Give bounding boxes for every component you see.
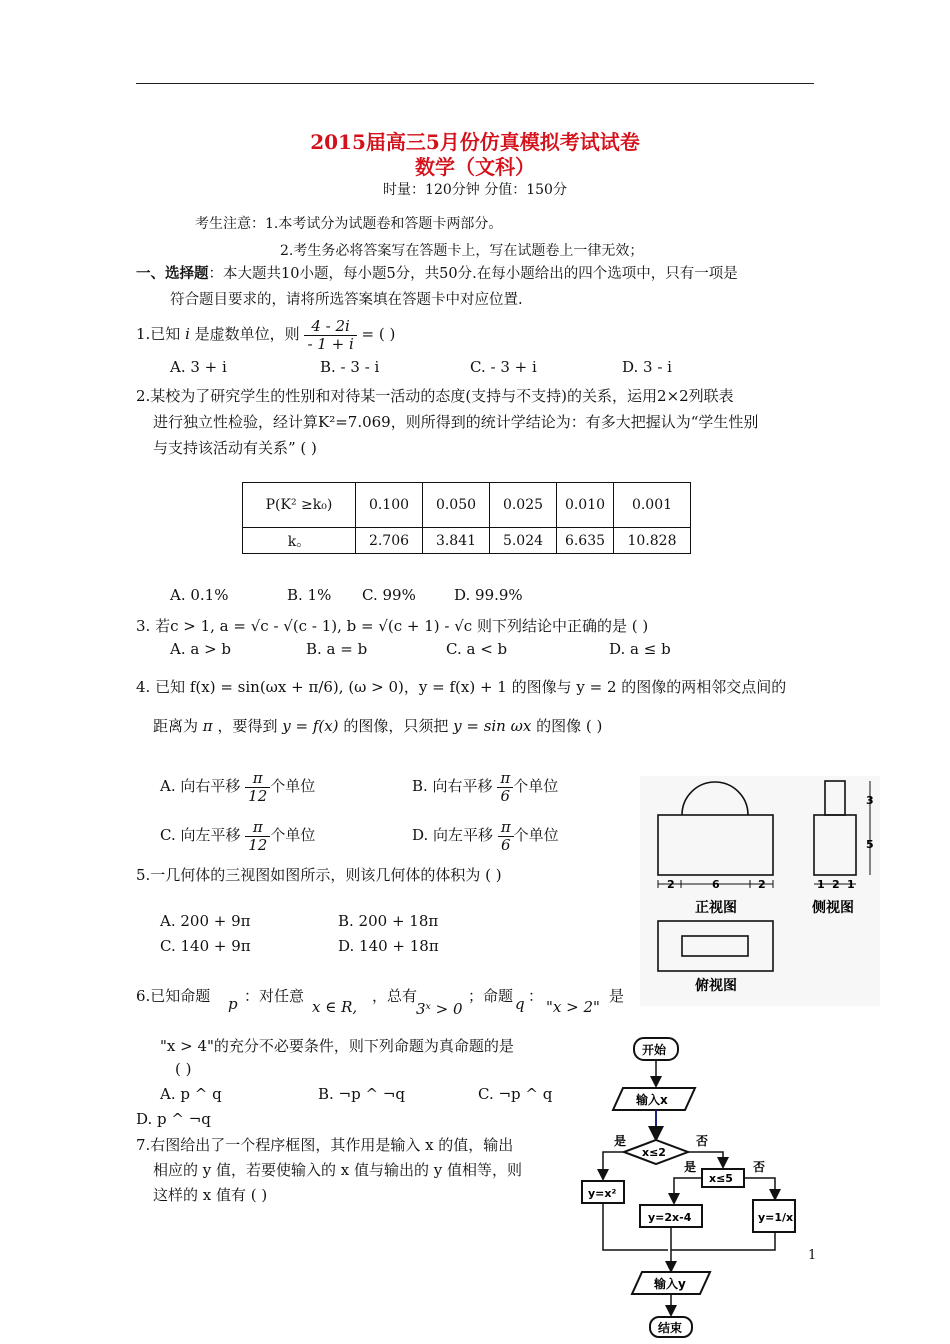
q4-line-2 [153,715,602,736]
table-cell: 3.841 [423,528,490,554]
q1-option-d: D. 3 - i [622,358,672,376]
q6-text: ，总有 [372,987,418,1005]
flow-box-1-text: y=x² [588,1187,617,1200]
table-cell: 5.024 [490,528,557,554]
q6-text: ： [528,987,544,1005]
q6-option-a: A. p ^ q [160,1085,222,1103]
q4-option-den: 12 [248,786,268,805]
q7-line-3: 这样的 x 值有 ( ) [153,1186,268,1204]
pi-symbol: π [498,819,514,837]
q6-line-3: ( ) [175,1060,192,1078]
q7-line-2: 相应的 y 值，若要使输入的 x 值与输出的 y 值相等，则 [153,1161,523,1179]
flow-arrow [603,1152,624,1178]
q4-pi: π [202,717,213,735]
q6-text: ：对任意 [244,987,305,1005]
q1-denominator: - 1 + i [307,334,354,353]
q4-option-label: B. 向右平移 [412,777,493,795]
q5-option-d: D. 140 + 18π [338,937,439,955]
q4-text: 的图像 ( ) [536,717,603,735]
q6-text: 6.已知命题 [136,987,211,1005]
q4-option-label: A. 向右平移 [160,777,241,795]
flow-cond-1-text: x≤2 [642,1146,666,1159]
three-view-figure [640,776,880,1006]
dim-label: 1 [817,878,825,891]
q6-x-gt-2: "x > 2" [546,998,600,1016]
q2-line-1: 2.某校为了研究学生的性别和对待某一活动的态度(支持与不支持)的关系，运用2×2列联表 [136,387,734,405]
note-2: 2.考生务必将答案写在答题卡上，写在试题卷上一律无效； [280,243,644,259]
q4-fx: y = f(x) [282,717,339,735]
q3-option-b: B. a = b [306,640,368,658]
q3-option-d: D. a ≤ b [609,640,671,658]
pi-symbol: π [245,770,270,788]
q1-stem: 1.已知 [136,325,181,343]
section1-intro: ：本大题共10小题，每小题5分，共50分.在每小题给出的四个选项中，只有一项是 [208,266,738,282]
table-row [243,483,691,528]
q1-i: i [180,325,195,343]
q4-sinwx: y = sin ωx [453,717,532,735]
q2-line-3: 与支持该活动有关系” ( ) [153,439,317,457]
table-cell: 10.828 [614,528,691,554]
q5-stem: 5.一几何体的三视图如图所示，则该几何体的体积为 ( ) [136,866,502,884]
flow-box-3-text: y=1/x [758,1211,794,1224]
q4-unit: 个单位 [270,777,316,795]
dim-label: 2 [667,878,675,891]
q4-option-fraction [245,819,270,853]
q6-option-d: D. p ^ ¬q [136,1110,211,1128]
exam-info: 时量：120分钟 分值：150分 [383,182,567,198]
dim-label: 5 [866,838,874,851]
q6-x-in-r: x ∈ R, [312,998,358,1016]
q6-p: p [228,995,238,1013]
q4-text: ，要得到 [217,717,278,735]
flow-line [671,1232,775,1250]
q1-mid: 是虚数单位，则 [194,325,300,343]
q2-option-a: A. 0.1% [170,586,229,604]
section1-line-2: 符合题目要求的，请将所选答案填在答题卡中对应位置. [170,292,523,308]
q7-line-1: 7.右图给出了一个程序框图，其作用是输入 x 的值，输出 [136,1136,514,1154]
q5-option-b: B. 200 + 18π [338,912,439,930]
q4-option-den: 12 [248,835,268,854]
q5-option-a: A. 200 + 9π [160,912,251,930]
page-number: 1 [808,1248,817,1263]
flow-cond-2-text: x≤5 [709,1172,733,1185]
flowchart [578,1030,818,1344]
dim-label: 2 [832,878,840,891]
q4-unit: 个单位 [513,826,559,844]
exam-subject: 数学（文科） [415,155,535,179]
notes-line-1 [195,213,502,233]
critical-value-table [242,482,691,554]
table-cell: 0.001 [614,483,691,528]
q6-line-2: "x > 4"的充分不必要条件，则下列命题为真命题的是 [160,1037,514,1055]
notes-label: 考生注意： [195,216,265,232]
q6-option-c: C. ¬p ^ q [478,1085,553,1103]
q6-q: q [515,995,525,1013]
q1-tail: = ( ) [361,325,396,343]
q4-text: 的图像，只须把 [343,717,449,735]
q1-option-a: A. 3 + i [170,358,227,376]
front-view-label: 正视图 [695,900,737,916]
question-1 [136,318,395,352]
exam-title: 2015届高三5月份仿真模拟考试试卷 [310,130,640,154]
flow-input-text: 输入x [636,1093,668,1107]
q4-option-b [412,770,558,804]
q4-unit: 个单位 [270,826,316,844]
q2-option-d: D. 99.9% [454,586,523,604]
flow-box-2-text: y=2x-4 [648,1211,692,1224]
q4-option-c [160,819,315,853]
q4-option-fraction [498,819,514,853]
header-rule [136,83,814,84]
q1-option-c: C. - 3 + i [470,358,537,376]
q2-option-b: B. 1% [287,586,332,604]
table-cell: 0.010 [557,483,614,528]
q4-option-den: 6 [500,786,511,805]
dim-label: 2 [758,878,766,891]
q6-text: 是 [609,987,625,1005]
q2-option-c: C. 99% [362,586,416,604]
q1-option-b: B. - 3 - i [320,358,380,376]
flow-yes-1: 是 [614,1134,627,1148]
section1-line-1 [136,262,738,283]
flow-arrow [674,1178,702,1202]
side-view-label: 侧视图 [812,900,854,916]
flow-output-text: 输入y [654,1277,686,1291]
flow-no-2: 否 [753,1160,766,1174]
table-cell: 0.050 [423,483,490,528]
q4-option-fraction [497,770,513,804]
q4-option-label: C. 向左平移 [160,826,241,844]
q6-option-b: B. ¬p ^ ¬q [318,1085,406,1103]
q3-option-a: A. a > b [170,640,232,658]
table-cell: P(K² ≥k₀) [243,483,356,528]
flow-no-1: 否 [696,1134,709,1148]
q6-3x: 3ˣ > 0 [416,1000,463,1018]
pi-symbol: π [497,770,513,788]
pi-symbol: π [245,819,270,837]
table-row [243,528,691,554]
dim-label: 1 [847,878,855,891]
note-1: 1.本考试分为试题卷和答题卡两部分。 [265,216,503,232]
q4-option-d [412,819,559,853]
table-cell: 6.635 [557,528,614,554]
flow-start-text: 开始 [642,1043,667,1057]
q6-text: ；命题 [468,987,514,1005]
flow-arrow [744,1178,775,1198]
q5-option-c: C. 140 + 9π [160,937,251,955]
flow-yes-2: 是 [684,1160,697,1174]
table-cell: 2.706 [356,528,423,554]
table-cell: 0.025 [490,483,557,528]
table-cell: 0.100 [356,483,423,528]
table-cell: k。 [243,528,356,554]
dim-label: 6 [712,878,720,891]
dim-label: 3 [866,794,874,807]
q1-numerator: 4 - 2i [304,318,356,336]
q2-line-2: 进行独立性检验，经计算K²=7.069，则所得到的统计学结论为：有多大把握认为“学生性别 [153,413,759,431]
top-view-label: 俯视图 [695,978,737,994]
q4-line-1: 4. 已知 f(x) = sin(ωx + π/6), (ω > 0)，y = f(x) + 1 的图像与 y = 2 的图像的两相邻交点间的 [136,678,787,696]
flow-end-text: 结束 [658,1321,683,1335]
q4-option-fraction [245,770,270,804]
q3-stem: 3. 若c > 1, a = √c - √(c - 1), b = √(c + 1) - √c 则下列结论中正确的是 ( ) [136,617,649,635]
q4-option-den: 6 [500,835,511,854]
q3-option-c: C. a < b [446,640,508,658]
q4-option-label: D. 向左平移 [412,826,494,844]
q4-option-a [160,770,315,804]
q6-line-1 [136,985,210,1006]
section1-heading: 一、选择题 [136,265,209,282]
q4-unit: 个单位 [513,777,559,795]
q4-text: 距离为 [153,717,199,735]
q1-fraction [304,318,356,352]
